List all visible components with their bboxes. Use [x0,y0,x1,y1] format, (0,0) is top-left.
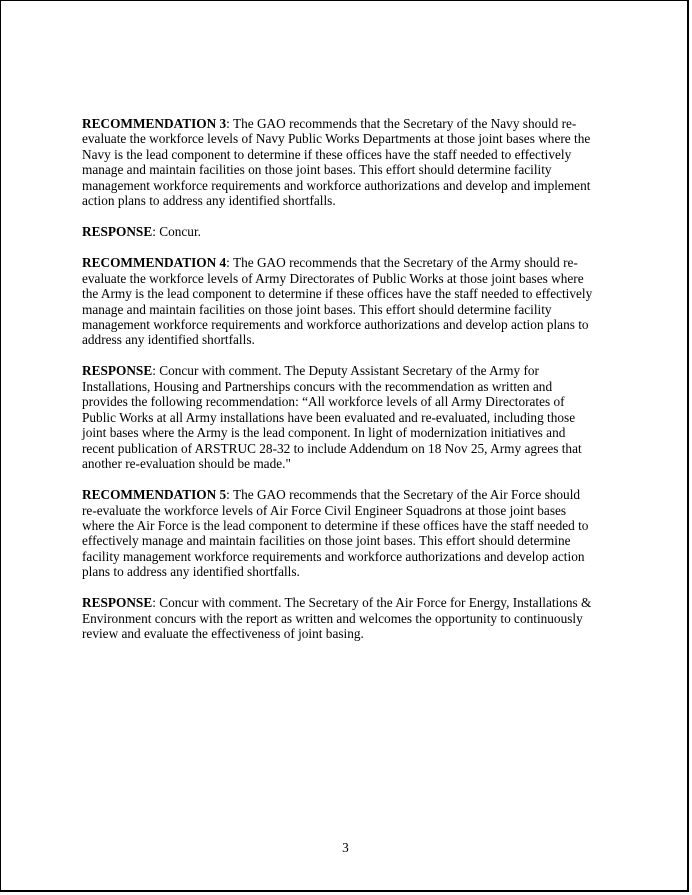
text-run: : Concur with comment. The Deputy Assistant Secretary of the Army for [152,363,539,379]
text-line: the Army is the lead component to determine if these offices have the staff needed to effectively [82,286,593,302]
recommendation-label: RECOMMENDATION 3 [82,116,227,131]
text-run: : Concur with comment. The Secretary of the Air Force for Energy, Installations & [152,595,592,611]
text-line: management workforce requirements and workforce authorizations and develop and implement [82,177,591,193]
recommendation-4-paragraph [82,255,642,348]
text-line: action plans to address any identified shortfalls. [82,193,336,209]
text-line: manage and maintain facilities on those joint bases. This effort should determine facility [82,162,552,178]
text-run: : The GAO recommends that the Secretary of the Army should re- [226,255,578,271]
response-5-paragraph [82,595,642,641]
text-line: management workforce requirements and workforce authorizations and develop action plans to [82,316,589,332]
text-line: Navy is the lead component to determine if these offices have the staff needed to effectively [82,146,572,162]
text-line: recent publication of ARSTRUC 28-32 to include Addendum on 18 Nov 25, Army agrees that [82,440,582,456]
text-line: effectively manage and maintain facilities on those joint bases. This effort should determine [82,533,571,549]
text-line [82,595,642,610]
text-line: review and evaluate the effectiveness of joint basing. [82,626,364,642]
text-line: another re-evaluation should be made." [82,456,291,472]
recommendation-5-paragraph [82,487,642,580]
text-line [82,487,642,502]
text-line: evaluate the workforce levels of Army Directorates of Public Works at those joint bases where [82,270,584,286]
text-run: : The GAO recommends that the Secretary of the Air Force should [226,487,581,503]
text-line [82,224,642,239]
text-line: evaluate the workforce levels of Navy Public Works Departments at those joint bases where the [82,131,591,147]
response-4-paragraph [82,363,642,471]
response-label: RESPONSE [82,363,153,379]
document-body [82,116,642,657]
recommendation-3-paragraph [82,116,642,209]
recommendation-label: RECOMMENDATION 4 [82,255,227,271]
text-line [82,255,642,270]
response-3-paragraph [82,224,642,239]
text-line [82,363,642,378]
text-run: : Concur. [152,224,201,240]
page-number: 3 [342,840,349,855]
text-line [82,116,642,131]
recommendation-label: RECOMMENDATION 5 [82,487,227,503]
text-line: Installations, Housing and Partnerships concurs with the recommendation as written and [82,378,553,394]
response-label: RESPONSE [82,224,153,240]
response-label: RESPONSE [82,595,153,611]
text-line: where the Air Force is the lead component to determine if these offices have the staff needed to [82,517,589,533]
text-line: plans to address any identified shortfalls. [82,564,300,580]
text-line: facility management workforce requirements and workforce authorizations and develop action [82,548,585,564]
text-line: re-evaluate the workforce levels of Air Force Civil Engineer Squadrons at those joint bases [82,502,567,518]
text-run: : The GAO recommends that the Secretary of the Navy should re- [226,116,577,131]
text-line: provides the following recommendation: “All workforce levels of all Army Directorates of [82,394,565,410]
text-line: joint bases where the Army is the lead component. In light of modernization initiatives and [82,425,566,441]
text-line: Public Works at all Army installations have been evaluated and re-evaluated, including those [82,409,576,425]
text-line: address any identified shortfalls. [82,332,255,348]
text-line: Environment concurs with the report as written and welcomes the opportunity to continuously [82,610,583,626]
text-line: manage and maintain facilities on those joint bases. This effort should determine facility [82,301,552,317]
